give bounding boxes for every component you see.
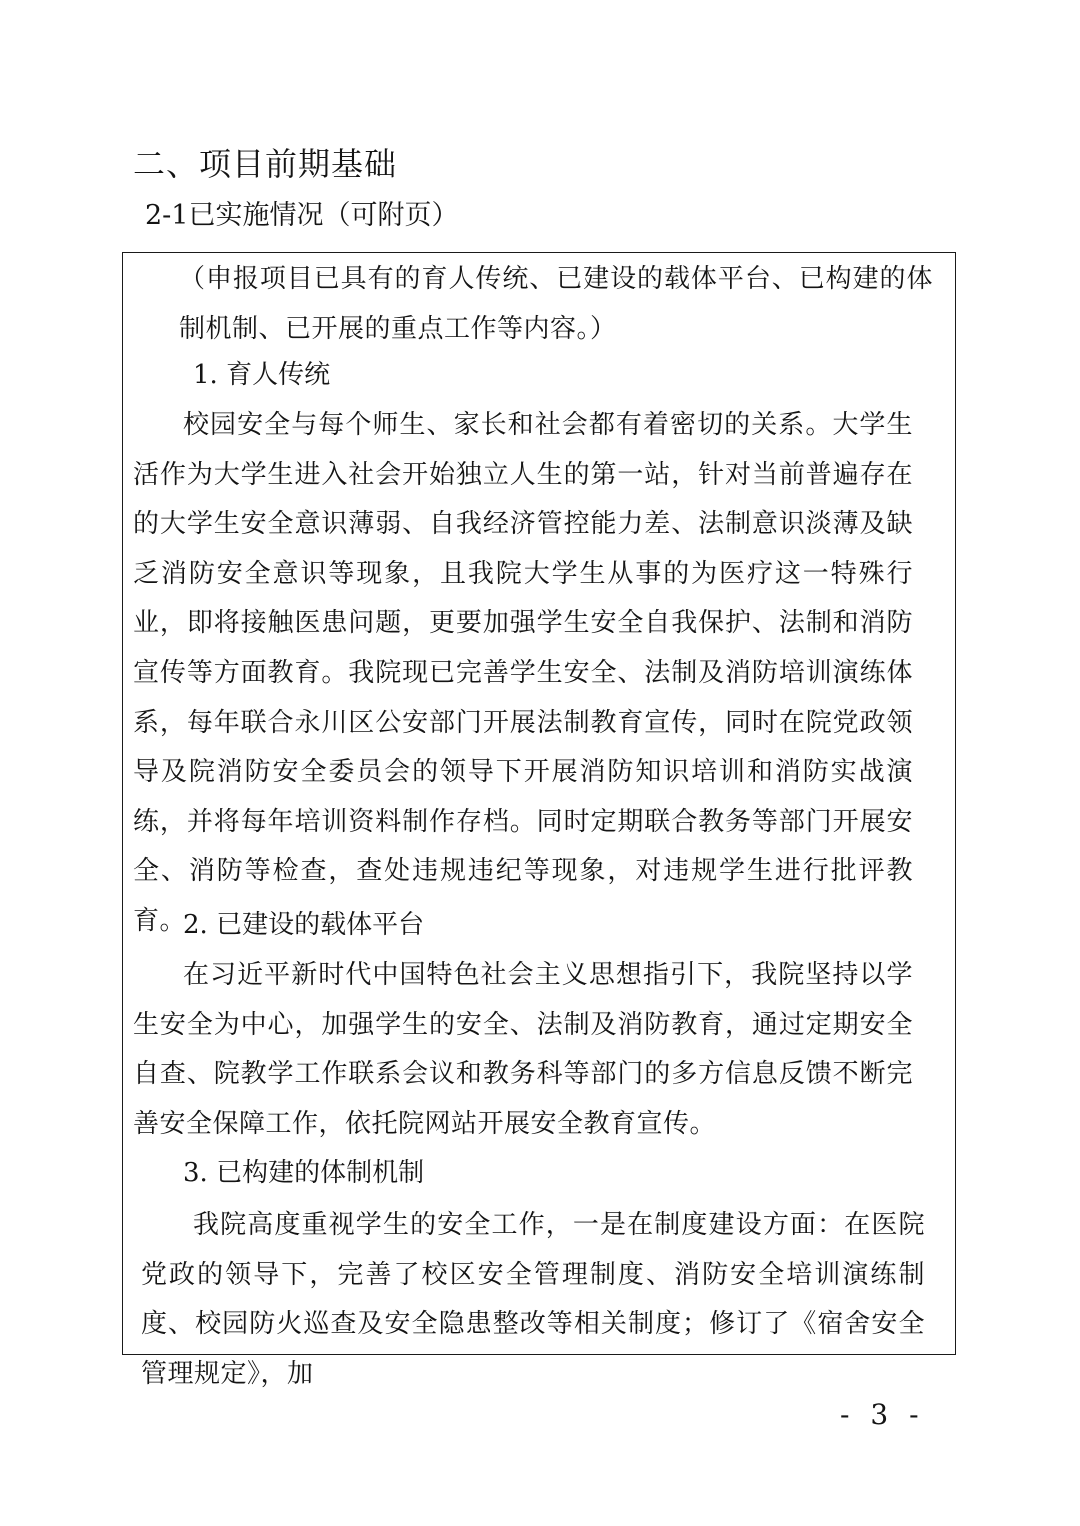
content-box — [122, 252, 956, 1389]
part-heading-platform: 2. 已建设的载体平台 — [183, 910, 425, 940]
part-heading-tradition: 1. 育人传统 — [193, 360, 331, 390]
part-heading-mechanism: 3. 已构建的体制机制 — [183, 1158, 425, 1188]
part-body-tradition: 校园安全与每个师生、家长和社会都有着密切的关系。大学生活作为大学生进入社会开始独立人生的第一站，针对当前普遍存在的大学生安全意识薄弱、自我经济管控能力差、法制意识淡薄及缺乏消防安全意识等现象，且我院大学生从事的为医疗这一特殊行业，即将接触医患问题，更要加强学生安全自我保护、法制和消防宣传等方面教育。我院现已完善学生安全、法制及消防培训演练体系，每年联合永川区公安部门开展法制教育宣传，同时在院党政领导及院消防安全委员会的领导下开展消防知识培训和消防实战演练，并将每年培训资料制作存档。同时定期联合教务等部门开展安全、消防等检查，查处违规违纪等现象，对违规学生进行批评教育。 — [133, 410, 913, 936]
page-number: - 3 - — [840, 1398, 925, 1431]
part-body-platform: 在习近平新时代中国特色社会主义思想指引下，我院坚持以学生安全为中心，加强学生的安全、法制及消防教育，通过定期安全自查、院教学工作联系会议和教务科等部门的多方信息反馈不断完善安全保障工作，依托院网站开展安全教育宣传。 — [133, 960, 913, 1139]
section-title: 二、项目前期基础 — [133, 145, 398, 183]
subsection-title: 2-1已实施情况（可附页） — [145, 200, 459, 231]
part-body-mechanism: 我院高度重视学生的安全工作，一是在制度建设方面：在医院党政的领导下，完善了校区安全管理制度、消防安全培训演练制度、校园防火巡查及安全隐患整改等相关制度；修订了《宿舍安全管理规定》，加 — [141, 1210, 925, 1389]
instructions-text: （申报项目已具有的育人传统、已建设的载体平台、已构建的体制机制、已开展的重点工作等内容。） — [179, 264, 933, 344]
